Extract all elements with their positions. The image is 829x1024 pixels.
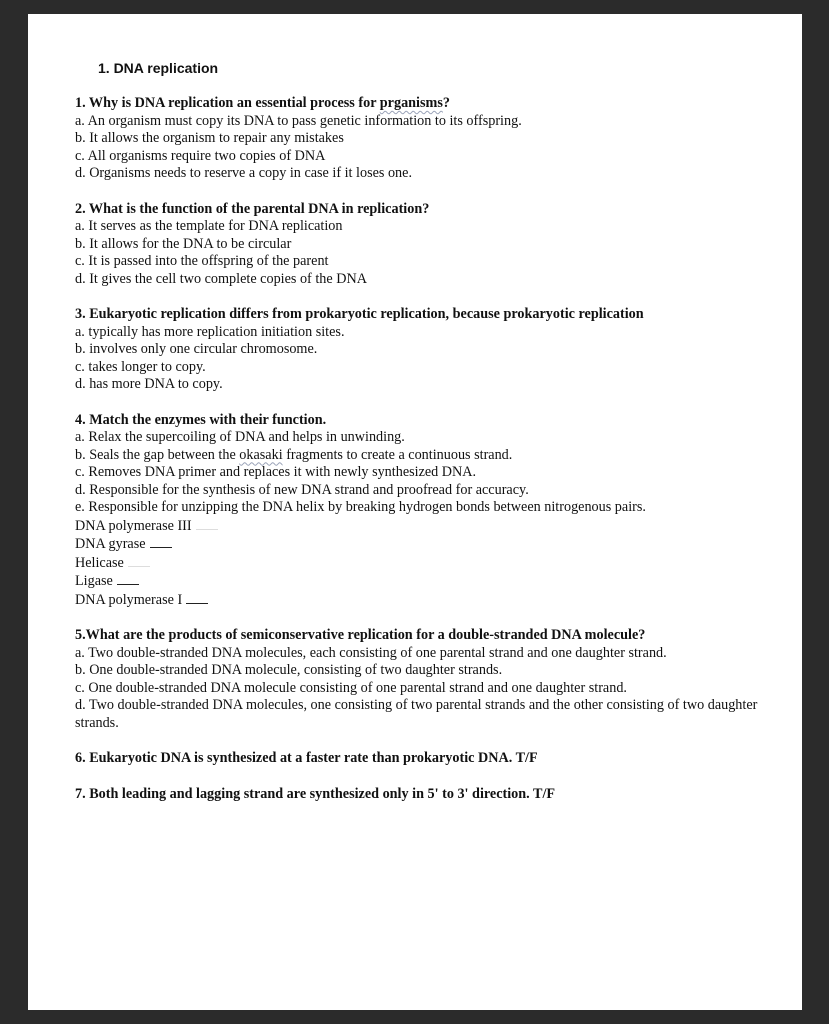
option-b-start: b. Seals the gap between the [75,446,240,463]
option-b: b. It allows for the DNA to be circular [75,235,292,252]
enzyme-label: DNA polymerase III [75,517,192,534]
question-6 [75,750,775,768]
question-7 [75,786,775,804]
question-1 [75,95,775,183]
option-c: c. It is passed into the offspring of the parent [75,253,329,269]
option-b: b. One double-stranded DNA molecule, consisting of two daughter strands. [75,662,503,678]
option-d: d. has more DNA to copy. [75,376,223,392]
question-text: 4. Match the enzymes with their function. [75,411,327,428]
option-d: d. Two double-stranded DNA molecules, one consisting of two parental strands and the other consisting of two daughter strands. [75,697,758,731]
option-e: e. Responsible for unzipping the DNA helix by breaking hydrogen bonds between nitrogenous pairs. [75,499,646,515]
question-text: 6. Eukaryotic DNA is synthesized at a faster rate than prokaryotic DNA. T/F [75,750,538,766]
option-c: c. Removes DNA primer and replaces it with newly synthesized DNA. [75,464,477,480]
question-text: 5.What are the products of semiconservative replication for a double-stranded DNA molecule? [75,627,646,643]
spellcheck-flagged-word[interactable]: okasaki [239,446,283,463]
option-a: a. Two double-stranded DNA molecules, each consisting of one parental strand and one daughter strand. [75,644,667,661]
enzyme-match-item [75,572,775,591]
question-text-end: ? [442,95,450,111]
question-text-start: 1. Why is DNA replication an essential process for [75,95,380,111]
spellcheck-flagged-word[interactable]: prganisms [379,95,443,111]
enzyme-match-item [75,535,775,554]
option-b: b. involves only one circular chromosome. [75,341,318,357]
option-a: a. An organism must copy its DNA to pass genetic information to its offspring. [75,112,522,129]
enzyme-match-item [75,591,775,610]
option-a: a. Relax the supercoiling of DNA and helps in unwinding. [75,429,405,445]
option-a: a. It serves as the template for DNA replication [75,218,343,234]
questions-container [75,95,775,821]
question-text: 7. Both leading and lagging strand are synthesized only in 5' to 3' direction. T/F [75,785,556,802]
option-a: a. typically has more replication initiation sites. [75,323,345,340]
option-c: c. takes longer to copy. [75,358,206,375]
question-5 [75,627,775,732]
answer-blank[interactable] [117,572,139,585]
answer-blank[interactable] [150,535,172,548]
document-page [28,14,802,1010]
question-2 [75,201,775,289]
enzyme-label: Ligase [75,573,113,589]
answer-blank[interactable] [186,591,208,604]
enzyme-match-item [75,517,775,536]
section-title: 1. DNA replication [98,60,219,76]
answer-blank[interactable] [196,517,218,530]
option-c: c. One double-stranded DNA molecule consisting of one parental strand and one daughter strand. [75,679,627,696]
question-text: 2. What is the function of the parental DNA in replication? [75,200,430,217]
question-4 [75,412,775,610]
enzyme-label: DNA gyrase [75,536,146,552]
option-d: d. Organisms needs to reserve a copy in case if it loses one. [75,165,412,181]
question-text [75,95,775,113]
enzyme-label: Helicase [75,554,124,571]
enzyme-label: DNA polymerase I [75,591,183,608]
question-3 [75,306,775,394]
enzyme-match-item [75,554,775,573]
option-d: d. Responsible for the synthesis of new DNA strand and proofread for accuracy. [75,481,529,498]
option-b: b. It allows the organism to repair any mistakes [75,130,344,146]
option-b-end: fragments to create a continuous strand. [282,446,513,463]
answer-blank[interactable] [128,554,150,567]
option-d: d. It gives the cell two complete copies of the DNA [75,270,367,287]
option-c: c. All organisms require two copies of DNA [75,147,326,164]
option-b [75,447,775,465]
question-text: 3. Eukaryotic replication differs from prokaryotic replication, because prokaryotic replication [75,306,644,322]
